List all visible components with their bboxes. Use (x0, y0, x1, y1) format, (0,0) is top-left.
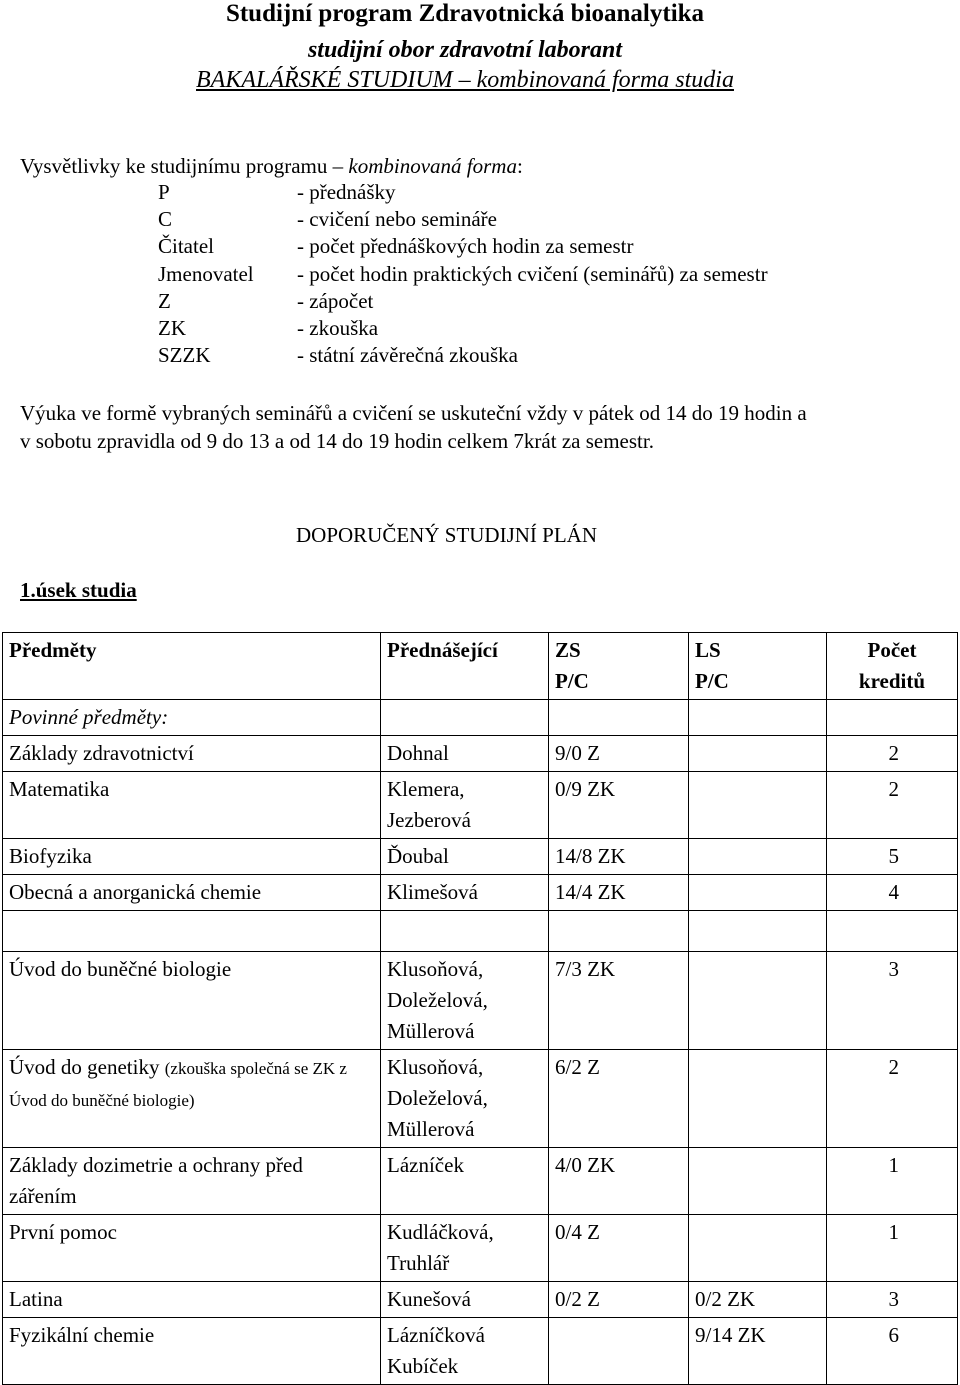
ls-cell (689, 1050, 827, 1148)
table-row (3, 736, 958, 772)
header-zs: ZS P/C (549, 633, 689, 700)
credits-cell: 2 (827, 736, 958, 772)
zs-cell: 14/4 ZK (549, 875, 689, 911)
schedule-note-line1: Výuka ve formě vybraných seminářů a cvičení se uskuteční vždy v pátek od 14 do 19 hodin a (20, 401, 807, 425)
zs-cell: 6/2 Z (549, 1050, 689, 1148)
zs-cell: 0/4 Z (549, 1215, 689, 1282)
table-row (3, 875, 958, 911)
credits-cell: 1 (827, 1148, 958, 1215)
field-subtitle: studijní obor zdravotní laborant (307, 37, 623, 63)
zs-cell: 0/2 Z (549, 1282, 689, 1318)
lecturer-cell: Dohnal (381, 736, 549, 772)
header-lecturer: Přednášející (381, 633, 549, 700)
subject-cell: Matematika (3, 772, 381, 839)
lecturer-cell: Klusoňová, Doleželová, Müllerová (381, 1050, 549, 1148)
header-row (3, 633, 958, 700)
table-row (3, 952, 958, 1050)
subject-cell: Základy zdravotnictví (3, 736, 381, 772)
lecturer-cell: Lázníčková Kubíček (381, 1318, 549, 1385)
table-row (3, 1050, 958, 1148)
credits-cell: 4 (827, 875, 958, 911)
ls-cell (689, 1215, 827, 1282)
zs-cell: 7/3 ZK (549, 952, 689, 1050)
spacer-row (3, 911, 958, 952)
ls-cell (689, 1148, 827, 1215)
zs-cell: 0/9 ZK (549, 772, 689, 839)
subject-cell: Latina (3, 1282, 381, 1318)
lecturer-cell: Klemera, Jezberová (381, 772, 549, 839)
zs-cell: 14/8 ZK (549, 839, 689, 875)
subject-cell: Obecná a anorganická chemie (3, 875, 381, 911)
header-ls: LS P/C (689, 633, 827, 700)
mandatory-row (3, 700, 958, 736)
credits-cell: 3 (827, 952, 958, 1050)
zs-cell: 4/0 ZK (549, 1148, 689, 1215)
table-row (3, 839, 958, 875)
lecturer-cell: Klusoňová, Doleželová, Müllerová (381, 952, 549, 1050)
lecturer-cell: Kunešová (381, 1282, 549, 1318)
credits-cell: 3 (827, 1282, 958, 1318)
zs-cell: 9/0 Z (549, 736, 689, 772)
subject-note: (zkouška společná se ZK z Úvod do buněčné biologie) (9, 1059, 347, 1110)
credits-cell: 6 (827, 1318, 958, 1385)
ls-cell: 9/14 ZK (689, 1318, 827, 1385)
lecturer-cell: Kudláčková, Truhlář (381, 1215, 549, 1282)
lecturer-cell: Klimešová (381, 875, 549, 911)
mandatory-label: Povinné předměty: (3, 700, 381, 736)
table-row (3, 772, 958, 839)
subject-cell: Úvod do genetiky (zkouška společná se ZK z Úvod do buněčné biologie) (3, 1050, 381, 1148)
lecturer-cell: Ďoubal (381, 839, 549, 875)
subject-cell: Úvod do buněčné biologie (3, 952, 381, 1050)
ls-cell (689, 736, 827, 772)
ls-cell (689, 952, 827, 1050)
lecturer-cell: Lázníček (381, 1148, 549, 1215)
table-row (3, 1282, 958, 1318)
header-subjects: Předměty (3, 633, 381, 700)
study-plan-table (2, 632, 958, 1385)
subject-cell: Biofyzika (3, 839, 381, 875)
credits-cell: 5 (827, 839, 958, 875)
ls-cell: 0/2 ZK (689, 1282, 827, 1318)
table-row (3, 1148, 958, 1215)
program-title: Studijní program Zdravotnická bioanalytika (225, 0, 705, 27)
schedule-note-line2: v sobotu zpravidla od 9 do 13 a od 14 do 19 hodin celkem 7krát za semestr. (20, 429, 654, 453)
table-row (3, 1318, 958, 1385)
study-form: BAKALÁŘSKÉ STUDIUM – kombinovaná forma studia (196, 67, 734, 93)
credits-cell: 2 (827, 772, 958, 839)
table-row (3, 1215, 958, 1282)
credits-cell: 1 (827, 1215, 958, 1282)
ls-cell (689, 772, 827, 839)
section-label: 1.úsek studia (20, 578, 137, 602)
header-credits: Počet kreditů (827, 633, 958, 700)
subject-cell: Fyzikální chemie (3, 1318, 381, 1385)
credits-cell: 2 (827, 1050, 958, 1148)
legend-intro: Vysvětlivky ke studijnímu programu – kombinovaná forma: (20, 154, 523, 178)
subject-cell: Základy dozimetrie a ochrany před zářením (3, 1148, 381, 1215)
ls-cell (689, 839, 827, 875)
ls-cell (689, 875, 827, 911)
zs-cell (549, 1318, 689, 1385)
subject-cell: První pomoc (3, 1215, 381, 1282)
plan-title: DOPORUČENÝ STUDIJNÍ PLÁN (296, 523, 598, 547)
